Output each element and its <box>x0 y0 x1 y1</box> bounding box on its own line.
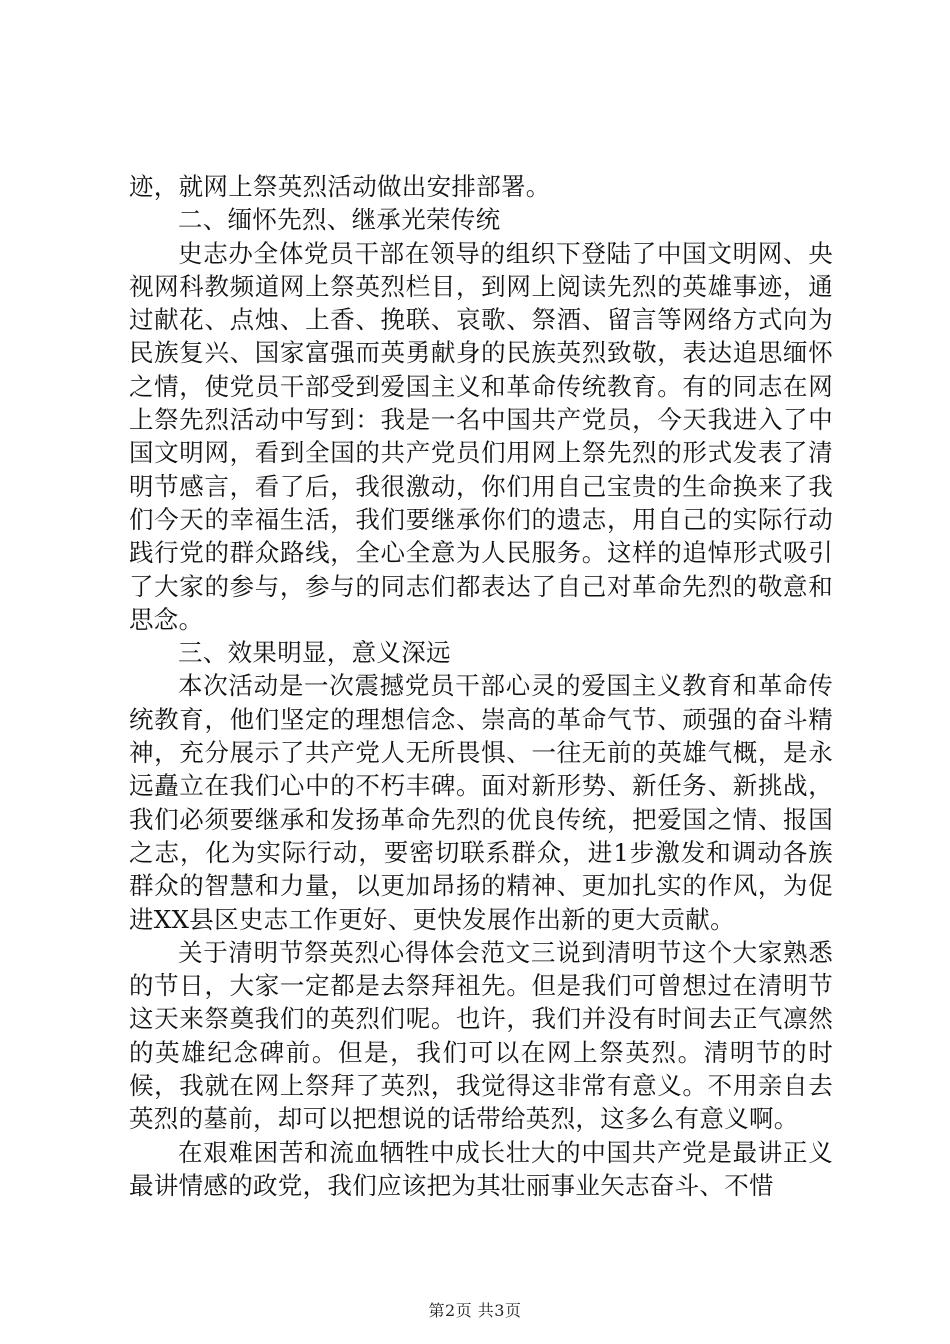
section-heading-3: 三、效果明显，意义深远 <box>178 638 451 668</box>
document-body <box>129 170 833 1202</box>
paragraph-essay-three: 关于清明节祭英烈心得体会范文三说到清明节这个大家熟悉的节日，大家一定都是去祭拜祖先。但是我们可曾想过在清明节这天来祭奠我们的英烈们呢。也许，我们并没有时间去正气凛然的英雄纪念碑前。但是，我们可以在网上祭英烈。清明节的时候，我就在网上祭拜了英烈，我觉得这非常有意义。不用亲自去英烈的墓前，却可以把想说的话带给英烈，这多么有意义啊。 <box>129 937 833 1134</box>
paragraph-online-memorial: 史志办全体党员干部在领导的组织下登陆了中国文明网、央视网科教频道网上祭英烈栏目，到网上阅读先烈的英雄事迹，通过献花、点烛、上香、挽联、哀歌、祭酒、留言等网络方式向为民族复兴、国家富强而英勇献身的民族英烈致敬，表达追思缅怀之情，使党员干部受到爱国主义和革命传统教育。有的同志在网上祭先烈活动中写到：我是一名中国共产党员，今天我进入了中国文明网，看到全国的共产党员们用网上祭先烈的形式发表了清明节感言，看了后，我很激动，你们用自己宝贵的生命换来了我们今天的幸福生活，我们要继承你们的遗志，用自己的实际行动践行党的群众路线，全心全意为人民服务。这样的追悼形式吸引了大家的参与，参与的同志们都表达了自己对革命先烈的敬意和思念。 <box>129 238 833 634</box>
paragraph-continuation: 迹，就网上祭英烈活动做出安排部署。 <box>129 172 551 201</box>
paragraph-party-history: 在艰难困苦和流血牺牲中成长壮大的中国共产党是最讲正义最讲情感的政党，我们应该把为其壮丽事业矢志奋斗、不惜 <box>129 1137 833 1200</box>
paragraph-effects: 本次活动是一次震撼党员干部心灵的爱国主义教育和革命传统教育，他们坚定的理想信念、崇高的革命气节、顽强的奋斗精神，充分展示了共产党人无所畏惧、一往无前的英雄气概，是永远矗立在我们心中的不朽丰碑。面对新形势、新任务、新挑战，我们必须要继承和发扬革命先烈的优良传统，把爱国之情、报国之志，化为实际行动，要密切联系群众，进1步激发和调动各族群众的智慧和力量，以更加昂扬的精神、更加扎实的作风，为促进XX县区史志工作更好、更快发展作出新的更大贡献。 <box>129 671 833 934</box>
section-heading-2: 二、缅怀先烈、继承光荣传统 <box>178 205 501 235</box>
page-footer: 第2页 共3页 <box>428 1301 522 1320</box>
